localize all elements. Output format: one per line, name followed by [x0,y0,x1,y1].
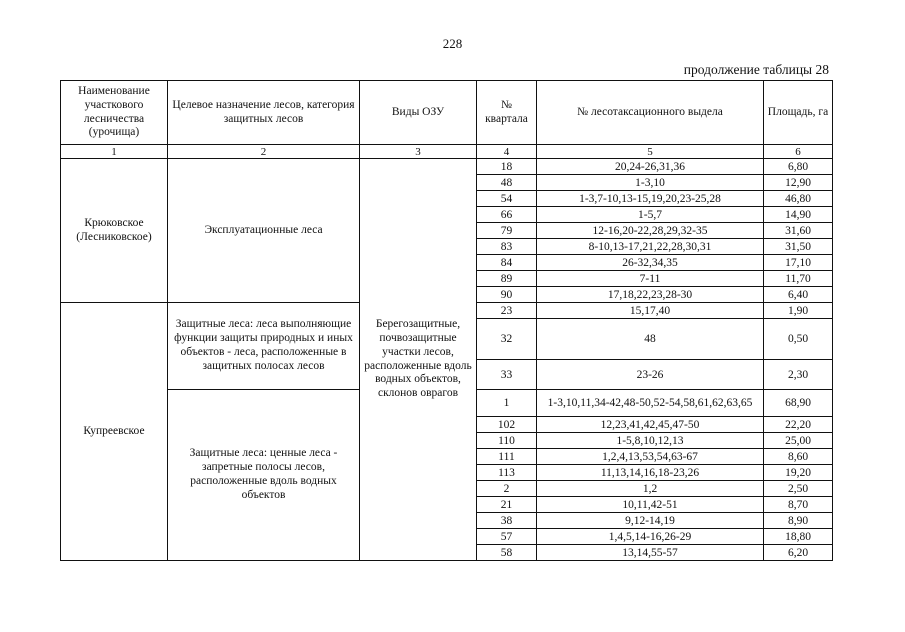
forestry-cell: Купреевское [61,303,168,561]
purpose-cell: Эксплуатационные леса [168,159,360,303]
area-cell: 6,20 [764,545,833,561]
quarter-cell: 48 [477,175,537,191]
area-cell: 22,20 [764,417,833,433]
quarter-cell: 33 [477,360,537,390]
quarter-cell: 32 [477,319,537,360]
allotment-cell: 12,23,41,42,45,47-50 [537,417,764,433]
quarter-cell: 23 [477,303,537,319]
area-cell: 2,50 [764,481,833,497]
area-cell: 31,50 [764,239,833,255]
area-cell: 17,10 [764,255,833,271]
allotment-cell: 1-3,10 [537,175,764,191]
allotment-cell: 1,2,4,13,53,54,63-67 [537,449,764,465]
quarter-cell: 89 [477,271,537,287]
allotment-cell: 15,17,40 [537,303,764,319]
table-header-row [61,81,833,145]
area-cell: 8,90 [764,513,833,529]
area-cell: 6,40 [764,287,833,303]
forestry-cell: Крюковское (Лесниковское) [61,159,168,303]
area-cell: 31,60 [764,223,833,239]
table-row [61,159,833,175]
area-cell: 1,90 [764,303,833,319]
allotment-cell: 1-5,8,10,12,13 [537,433,764,449]
area-cell: 12,90 [764,175,833,191]
quarter-cell: 66 [477,207,537,223]
header-ozu: Виды ОЗУ [360,81,477,145]
column-number-row [61,145,833,159]
allotment-cell: 48 [537,319,764,360]
column-number: 2 [168,145,360,159]
quarter-cell: 2 [477,481,537,497]
allotment-cell: 7-11 [537,271,764,287]
allotment-cell: 1,4,5,14-16,26-29 [537,529,764,545]
allotment-cell: 13,14,55-57 [537,545,764,561]
area-cell: 2,30 [764,360,833,390]
header-forestry: Наименование участкового лесничества (урочища) [61,81,168,145]
area-cell: 11,70 [764,271,833,287]
quarter-cell: 79 [477,223,537,239]
column-number: 1 [61,145,168,159]
header-allotment: № лесотаксационного выдела [537,81,764,145]
quarter-cell: 113 [477,465,537,481]
column-number: 6 [764,145,833,159]
area-cell: 46,80 [764,191,833,207]
area-cell: 18,80 [764,529,833,545]
quarter-cell: 21 [477,497,537,513]
area-cell: 0,50 [764,319,833,360]
allotment-cell: 23-26 [537,360,764,390]
header-area: Площадь, га [764,81,833,145]
allotment-cell: 1-3,7-10,13-15,19,20,23-25,28 [537,191,764,207]
allotment-cell: 11,13,14,16,18-23,26 [537,465,764,481]
column-number: 5 [537,145,764,159]
quarter-cell: 57 [477,529,537,545]
purpose-cell: Защитные леса: леса выполняющие функции защиты природных и иных объектов - леса, расположенные в защитных полосах лесов [168,303,360,390]
allotment-cell: 17,18,22,23,28-30 [537,287,764,303]
page-number: 228 [442,36,463,51]
allotment-cell: 1,2 [537,481,764,497]
quarter-cell: 84 [477,255,537,271]
quarter-cell: 58 [477,545,537,561]
purpose-cell: Защитные леса: ценные леса - запретные полосы лесов, расположенные вдоль водных объектов [168,390,360,561]
quarter-cell: 38 [477,513,537,529]
column-number: 3 [360,145,477,159]
allotment-cell: 26-32,34,35 [537,255,764,271]
quarter-cell: 1 [477,390,537,417]
area-cell: 14,90 [764,207,833,223]
allotment-cell: 10,11,42-51 [537,497,764,513]
allotment-cell: 9,12-14,19 [537,513,764,529]
area-cell: 68,90 [764,390,833,417]
quarter-cell: 102 [477,417,537,433]
allotment-cell: 20,24-26,31,36 [537,159,764,175]
area-cell: 8,60 [764,449,833,465]
quarter-cell: 111 [477,449,537,465]
area-cell: 6,80 [764,159,833,175]
quarter-cell: 54 [477,191,537,207]
header-purpose: Целевое назначение лесов, категория защитных лесов [168,81,360,145]
table-caption: продолжение таблицы 28 [683,62,829,77]
allotment-cell: 1-3,10,11,34-42,48-50,52-54,58,61,62,63,65 [537,390,764,417]
allotment-cell: 1-5,7 [537,207,764,223]
allotment-cell: 8-10,13-17,21,22,28,30,31 [537,239,764,255]
quarter-cell: 110 [477,433,537,449]
area-cell: 19,20 [764,465,833,481]
column-number: 4 [477,145,537,159]
header-quarter: № квартала [477,81,537,145]
area-cell: 25,00 [764,433,833,449]
area-cell: 8,70 [764,497,833,513]
ozu-cell: Берегозащитные, почвозащитные участки лесов, расположенные вдоль водных объектов, склонов оврагов [360,159,477,561]
quarter-cell: 83 [477,239,537,255]
allotment-cell: 12-16,20-22,28,29,32-35 [537,223,764,239]
quarter-cell: 90 [477,287,537,303]
forest-table [60,80,833,561]
quarter-cell: 18 [477,159,537,175]
